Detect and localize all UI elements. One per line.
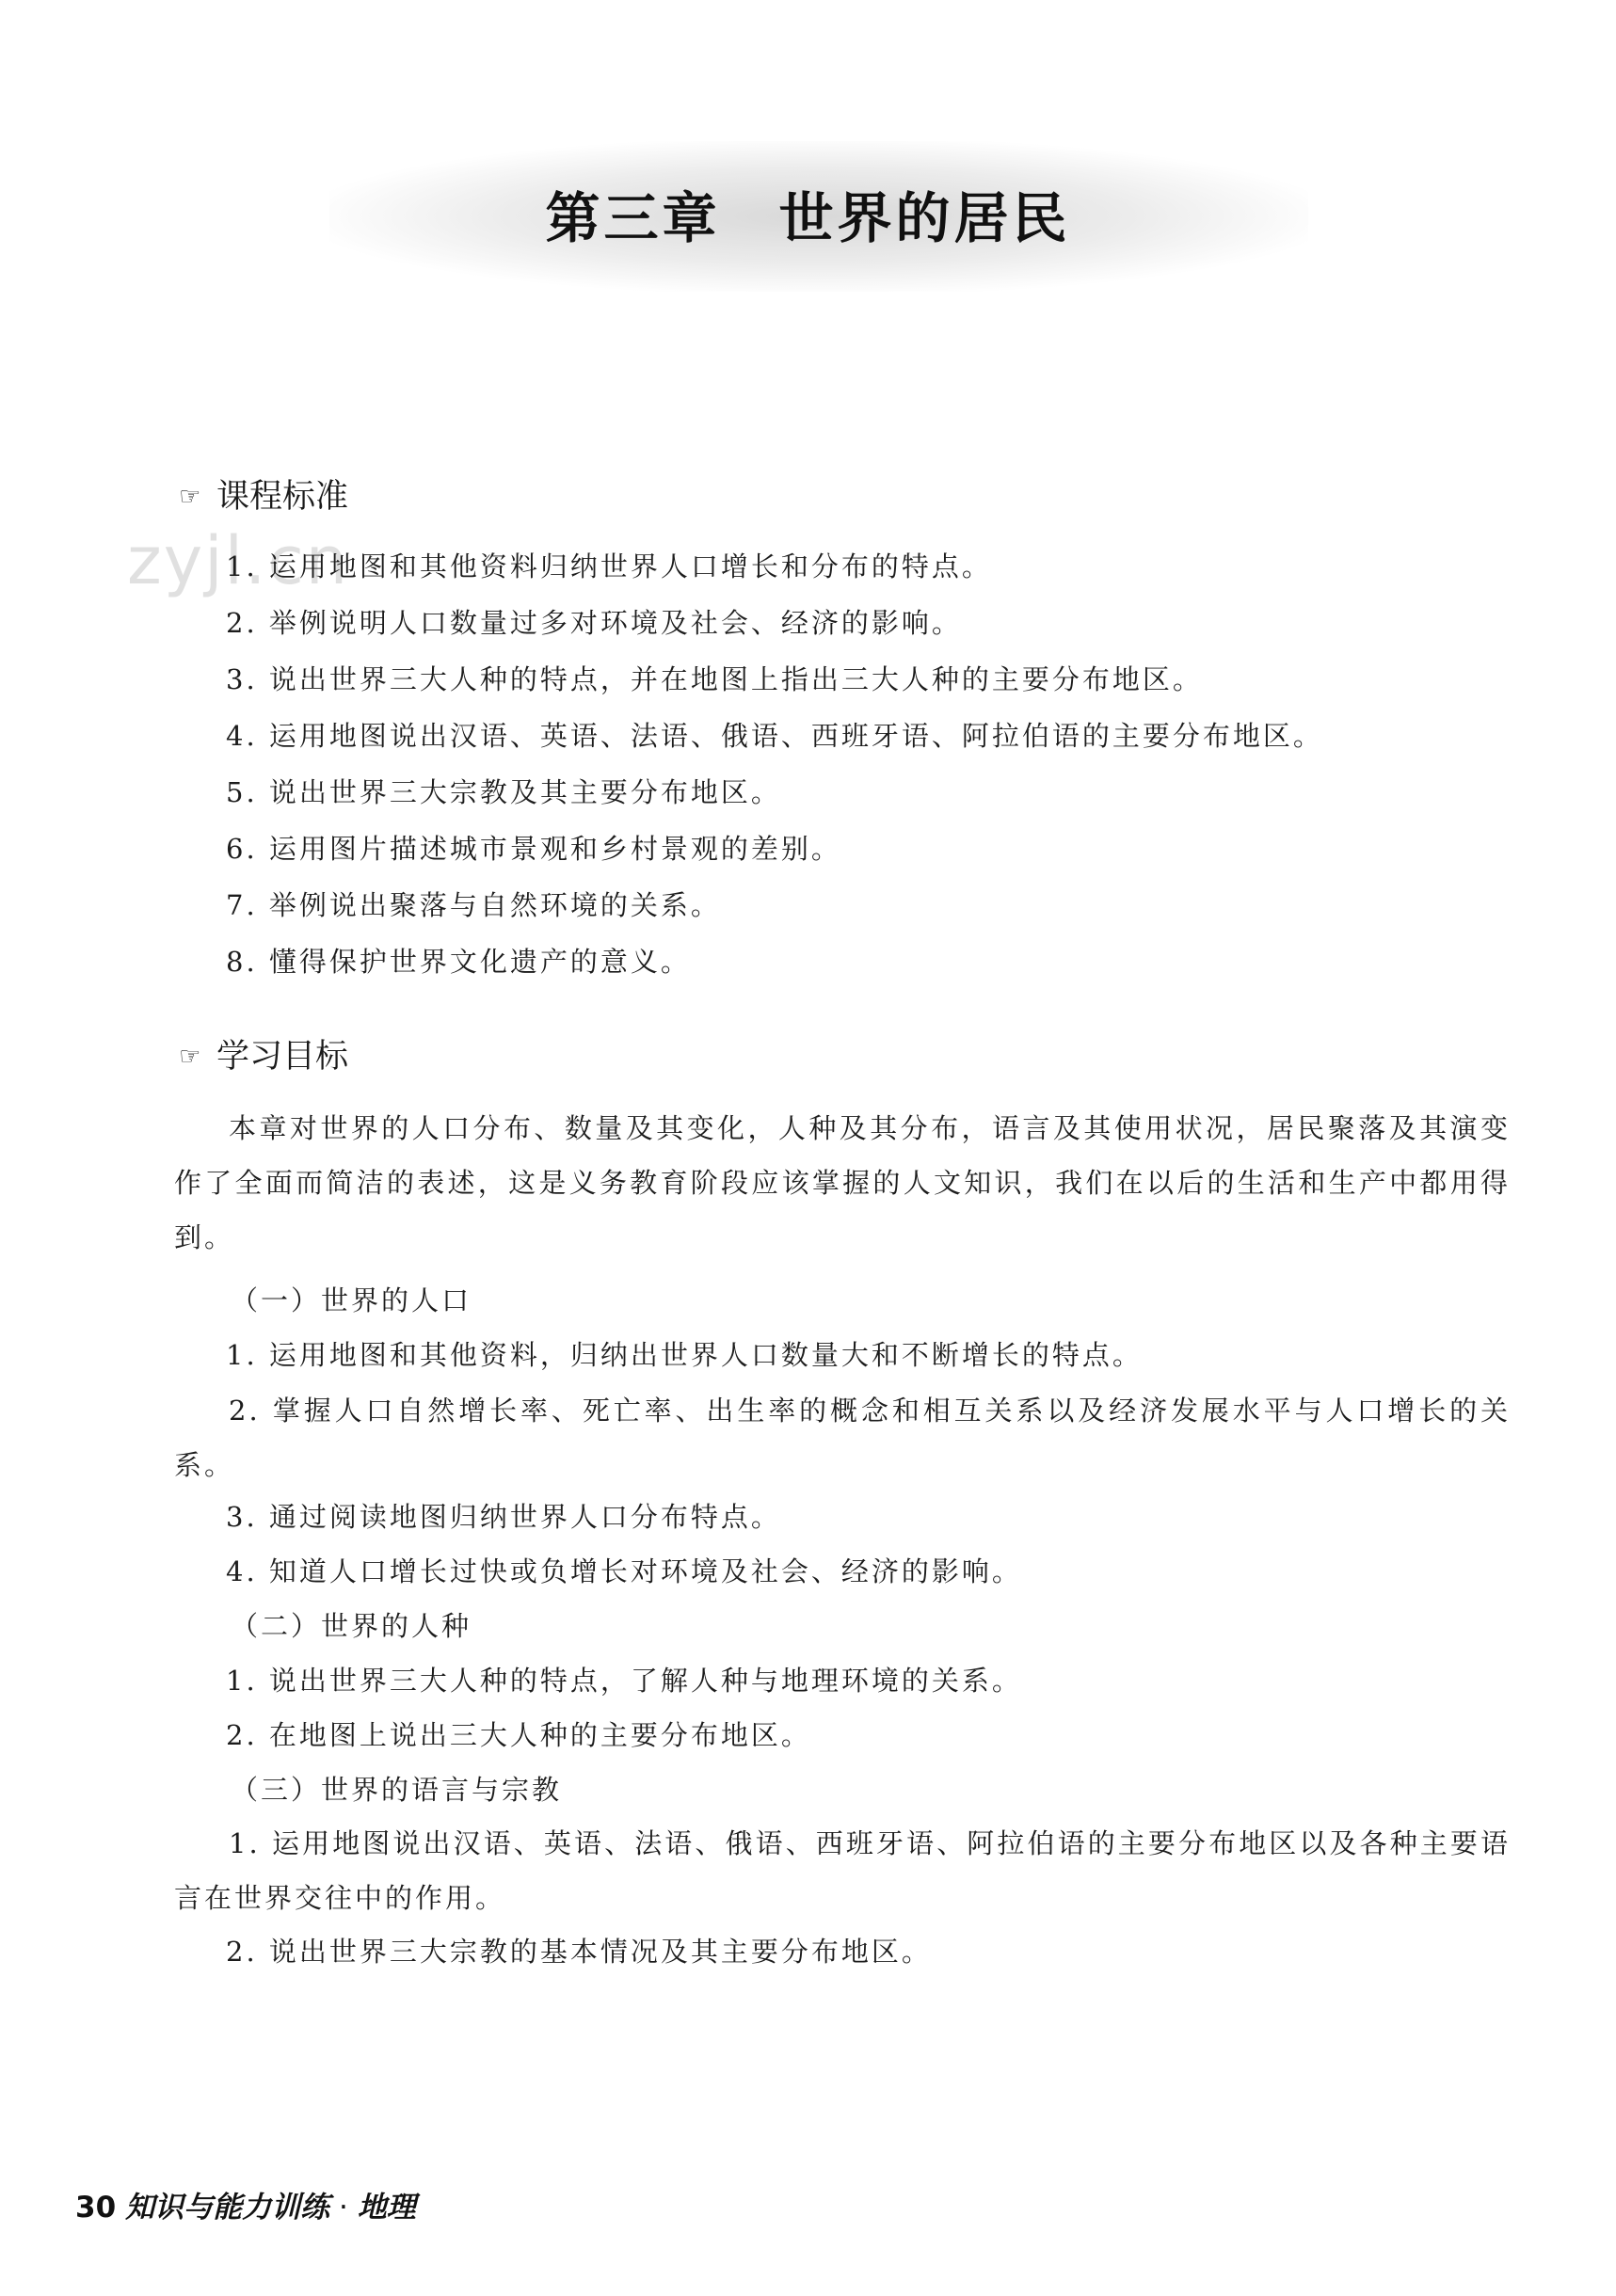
page-footer [75, 2183, 416, 2225]
objectives-intro: 本章对世界的人口分布、数量及其变化，人种及其分布，语言及其使用状况，居民聚落及其演变作了全面而简洁的表述，这是义务教育阶段应该掌握的人文知识，我们在以后的生活和生产中都用得到。 [174, 1112, 1511, 1253]
objective-item: 2. 在地图上说出三大人种的主要分布地区。 [226, 1719, 811, 1751]
curriculum-item: 3. 说出世界三大人种的特点，并在地图上指出三大人种的主要分布地区。 [226, 663, 1203, 695]
subsection-title: （二）世界的人种 [231, 1610, 472, 1642]
subject-name: 地理 [357, 2191, 416, 2224]
objective-item: 2. 掌握人口自然增长率、死亡率、出生率的概念和相互关系以及经济发展水平与人口增长的关系。 [174, 1395, 1511, 1481]
section-heading-text: 学习目标 [216, 1038, 349, 1076]
objective-item: 1. 运用地图和其他资料，归纳出世界人口数量大和不断增长的特点。 [226, 1339, 1143, 1371]
curriculum-item: 4. 运用地图说出汉语、英语、法语、俄语、西班牙语、阿拉伯语的主要分布地区。 [226, 720, 1323, 752]
subsection-title: （三）世界的语言与宗教 [231, 1774, 563, 1806]
curriculum-item: 2. 举例说明人口数量过多对环境及社会、经济的影响。 [226, 607, 962, 639]
book-title: 知识与能力训练 [125, 2191, 330, 2224]
curriculum-item: 6. 运用图片描述城市景观和乡村景观的差别。 [226, 833, 841, 865]
pointing-hand-icon: ☞ [179, 483, 201, 511]
curriculum-item: 7. 举例说出聚落与自然环境的关系。 [226, 889, 721, 921]
curriculum-item: 8. 懂得保护世界文化遗产的意义。 [226, 946, 691, 978]
subsection-title: （一）世界的人口 [231, 1284, 472, 1316]
objective-item: 1. 说出世界三大人种的特点，了解人种与地理环境的关系。 [226, 1665, 1022, 1697]
watermark: zyjl.cn [127, 522, 350, 599]
page-number: 30 [75, 2191, 117, 2224]
objective-item: 2. 说出世界三大宗教的基本情况及其主要分布地区。 [226, 1936, 932, 1968]
pointing-hand-icon: ☞ [179, 1043, 201, 1071]
objective-item: 1. 运用地图说出汉语、英语、法语、俄语、西班牙语、阿拉伯语的主要分布地区以及各种主要语言在世界交往中的作用。 [174, 1827, 1511, 1914]
chapter-title: 第三章 世界的居民 [545, 186, 1071, 250]
curriculum-item: 5. 说出世界三大宗教及其主要分布地区。 [226, 776, 781, 808]
objective-item: 4. 知道人口增长过快或负增长对环境及社会、经济的影响。 [226, 1555, 1022, 1587]
curriculum-item: 1. 运用地图和其他资料归纳世界人口增长和分布的特点。 [226, 550, 992, 582]
footer-separator: · [339, 2191, 348, 2224]
section-heading-text: 课程标准 [216, 478, 349, 516]
section-heading-curriculum [179, 470, 348, 518]
objective-item: 3. 通过阅读地图归纳世界人口分布特点。 [226, 1501, 781, 1533]
section-heading-objectives [179, 1030, 348, 1077]
